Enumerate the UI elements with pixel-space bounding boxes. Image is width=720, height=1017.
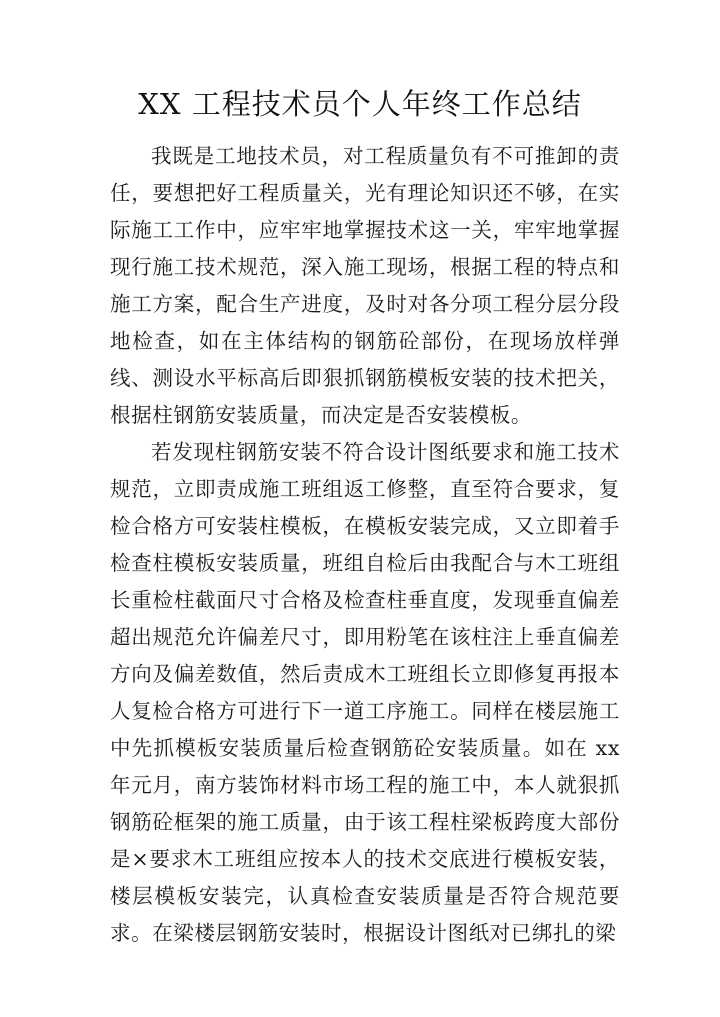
paragraph-1: 我既是工地技术员，对工程质量负有不可推卸的责任，要想把好工程质量关，光有理论知识还不够，在实际施工工作中，应牢牢地掌握技术这一关，牢牢地掌握现行施工技术规范，深入施工现场，根据工程的特点和施工方案，配合生产进度，及时对各分项工程分层分段地检查，如在主体结构的钢筋砼部份，在现场放样弹线、测设水平标高后即狠抓钢筋模板安装的技术把关，根据柱钢筋安装质量，而决定是否安装模板。 <box>110 144 620 427</box>
paragraph-2: 若发现柱钢筋安装不符合设计图纸要求和施工技术规范，立即责成施工班组返工修整，直至符合要求，复检合格方可安装柱模板，在模板安装完成，又立即着手检查柱模板安装质量，班组自检后由我配合与木工班组长重检柱截面尺寸合格及检查柱垂直度，发现垂直偏差超出规范允许偏差尺寸，即用粉笔在该柱注上垂直偏差方向及偏差数值，然后责成木工班组长立即修复再报本人复检合格方可进行下一道工序施工。同样在楼层施工中先抓模板安装质量后检查钢筋砼安装质量。如在 xx 年元月，南方装饰材料市场工程的施工中，本人就狠抓钢筋砼框架的施工质量，由于该工程柱梁板跨度大部份是×要求木工班组应按本人的技术交底进行模板安装，楼层模板安装完，认真检查安装质量是否符合规范要求。在梁楼层钢筋安装时，根据设计图纸对已绑扎的梁 <box>110 440 620 945</box>
document-title: XX 工程技术员个人年终工作总结 <box>138 87 582 121</box>
